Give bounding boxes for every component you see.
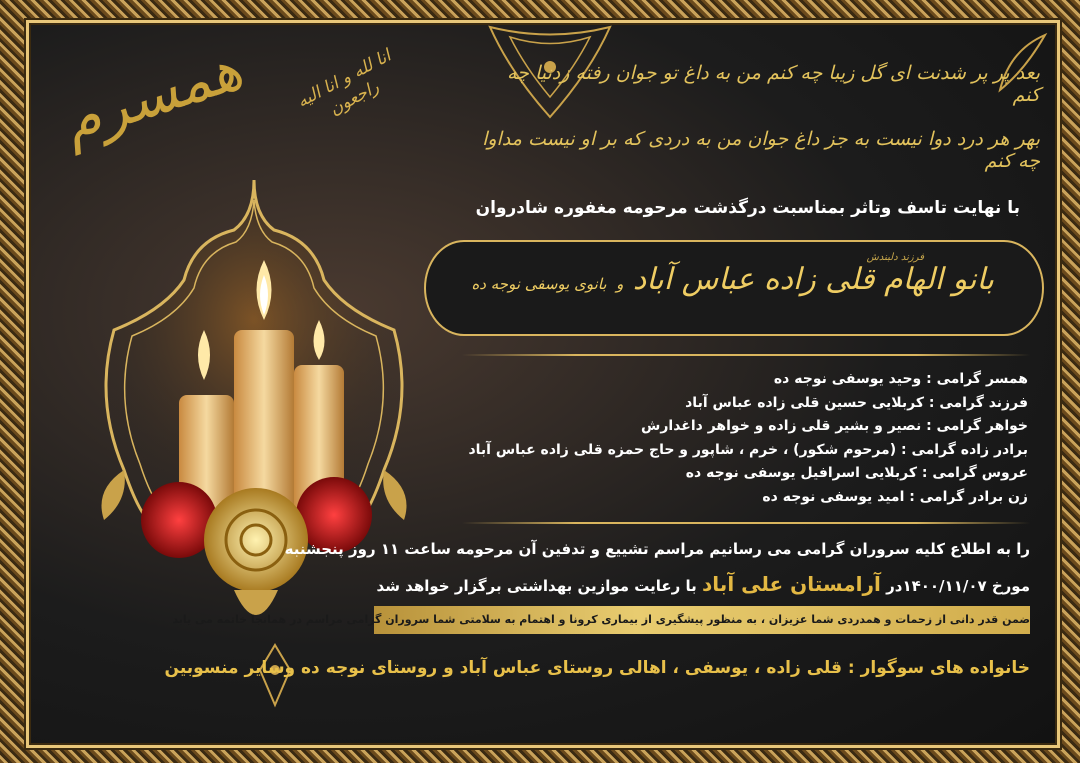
relative-item: زن برادر گرامی : امید یوسفی نوجه ده <box>762 488 1028 505</box>
covid-notice: ضمن قدر دانی از زحمات و همدردی شما عزیزان ، به منظور پیشگیری از بیماری کرونا و اهتمام به سلامتی شما سروران گرامی مراسم در همانجا خاتمه می یابد <box>374 606 1030 634</box>
deceased-name-line <box>454 262 994 297</box>
deceased-name: بانو الهام قلی زاده عباس آباد <box>632 262 994 297</box>
and-word: و <box>616 275 624 293</box>
poem-line-2: بهر هر درد دوا نیست به جز داغ جوان من به دردی که بر او نیست مداوا چه کنم <box>482 128 1040 172</box>
ceremony-dateline <box>376 572 1030 596</box>
ceremony-date: مورخ ۱۴۰۰/۱۱/۰۷در <box>886 577 1030 595</box>
candle-roses-illustration <box>84 170 424 650</box>
relative-item: فرزند گرامی : کربلایی حسین قلی زاده عباس آباد <box>685 394 1028 411</box>
relative-item: برادر زاده گرامی : (مرحوم شکور) ، خرم ، شاپور و حاج حمزه قلی زاده عباس آباد <box>468 441 1028 458</box>
ceremony-note: با رعایت موازین بهداشتی برگزار خواهد شد <box>376 577 697 595</box>
calligraphy-title: همسرم <box>54 34 250 157</box>
divider-top <box>462 354 1030 356</box>
plaque-note: فرزند دلبندش <box>866 252 924 263</box>
cemetery-name: آرامستان علی آباد <box>702 572 881 596</box>
relative-item: عروس گرامی : کربلایی اسرافیل یوسفی نوجه ده <box>685 465 1028 481</box>
relative-item: خواهر گرامی : نصیر و بشیر قلی زاده و خواهر داغدارش <box>641 418 1028 434</box>
mourning-families: خانواده های سوگوار : قلی زاده ، یوسفی ، اهالی روستای عباس آباد و روستای نوجه ده وسایر منسوبین <box>164 658 1030 678</box>
verse-calligraphy: انا لله و انا الیه راجعون <box>293 45 395 120</box>
ceremony-announcement: را به اطلاع کلیه سروران گرامی می رسانیم مراسم تشییع و تدفین آن مرحومه ساعت ۱۱ روز پنجشنبه <box>284 540 1030 558</box>
name-plaque <box>424 240 1044 336</box>
divider-bottom <box>462 522 1030 524</box>
poem-line-1: بعد پر پر شدنت ای گل زیبا چه کنم من به داغ تو جوان رفته زدنیا چه کنم <box>506 62 1040 106</box>
spouse-family: بانوی یوسفی نوجه ده <box>471 275 607 293</box>
intro-text: با نهایت تاسف وتاثر بمناسبت درگذشت مرحومه مغفوره شادروان <box>475 198 1020 218</box>
relative-item: همسر گرامی : وحید یوسفی نوجه ده <box>773 371 1028 387</box>
relatives-list <box>448 368 1028 509</box>
